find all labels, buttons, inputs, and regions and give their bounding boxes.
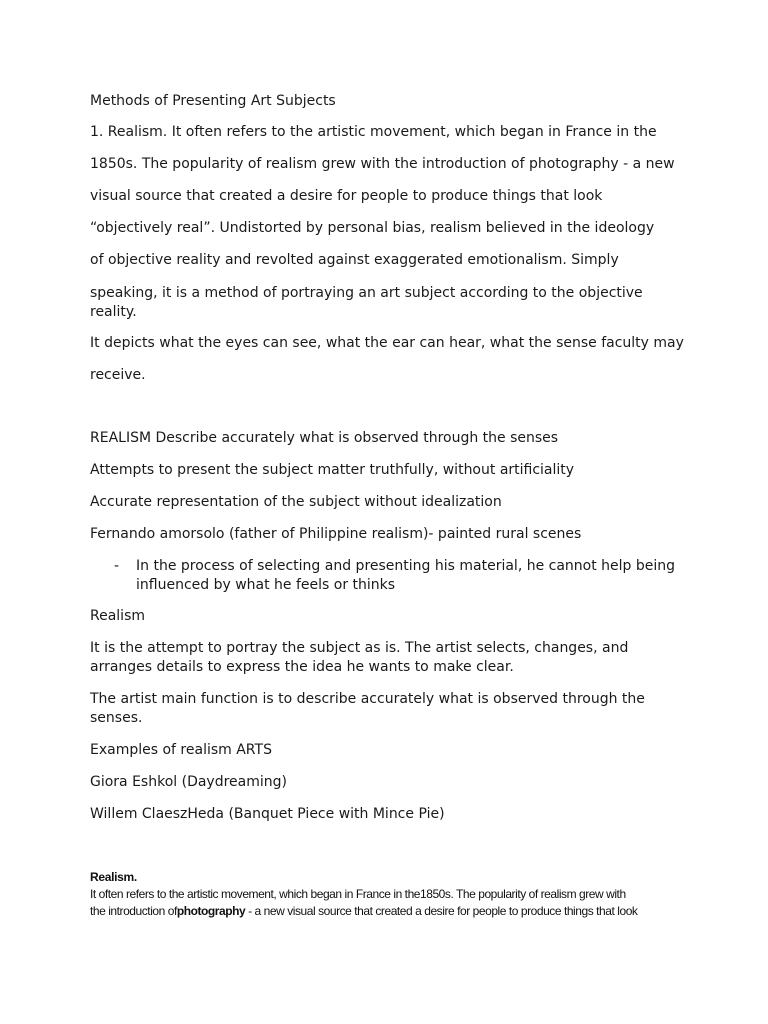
intro-line-7: It depicts what the eyes can see, what the ear can hear, what the sense faculty may [90,335,684,351]
excerpt-line-2-end: - a new visual source that created a desire for people to produce things that look [245,904,638,918]
excerpt-line-1: It often refers to the artistic movement, which began in France in the1850s. The popularity of realism grew with [90,887,626,901]
example-eshkol: Giora Eshkol (Daydreaming) [90,774,287,790]
document-title: Methods of Presenting Art Subjects [90,93,336,109]
point-truthful: Attempts to present the subject matter truthfully, without artificiality [90,462,575,478]
intro-line-4: “objectively real”. Undistorted by personal bias, realism believed in the ideology [90,220,655,236]
example-heda: Willem ClaeszHeda (Banquet Piece with Mince Pie) [90,806,445,822]
intro-line-2: 1850s. The popularity of realism grew with the introduction of photography - a new [90,156,675,172]
paragraph-main-function: The artist main function is to describe accurately what is observed through the senses. [90,691,645,726]
excerpt-line-2-start: the introduction of [90,904,177,918]
excerpt-line-2 [90,903,690,920]
examples-heading: Examples of realism ARTS [90,742,272,758]
point-realism-definition: REALISM Describe accurately what is observed through the senses [90,430,559,446]
intro-line-3: visual source that created a desire for people to produce things that look [90,188,603,204]
excerpt-photography: photography [176,904,246,918]
bullet-text: In the process of selecting and presenting his material, he cannot help being influenced by what he feels or thinks [136,558,676,593]
bullet-marker: - [114,558,120,574]
intro-line-5: of objective reality and revolted against exaggerated emotionalism. Simply [90,252,619,268]
point-amorsolo: Fernando amorsolo (father of Philippine realism)- painted rural scenes [90,526,582,542]
intro-line-1: 1. Realism. It often refers to the artistic movement, which began in France in the [90,124,657,140]
intro-line-6: speaking, it is a method of portraying an art subject according to the objective reality. [90,285,643,320]
excerpt-title: Realism. [90,870,137,884]
point-accurate-representation: Accurate representation of the subject without idealization [90,494,502,510]
intro-line-8: receive. [90,367,146,383]
realism-heading: Realism [90,608,146,624]
paragraph-portray: It is the attempt to portray the subject as is. The artist selects, changes, and arranges details to express the idea he wants to make clear. [90,640,629,675]
